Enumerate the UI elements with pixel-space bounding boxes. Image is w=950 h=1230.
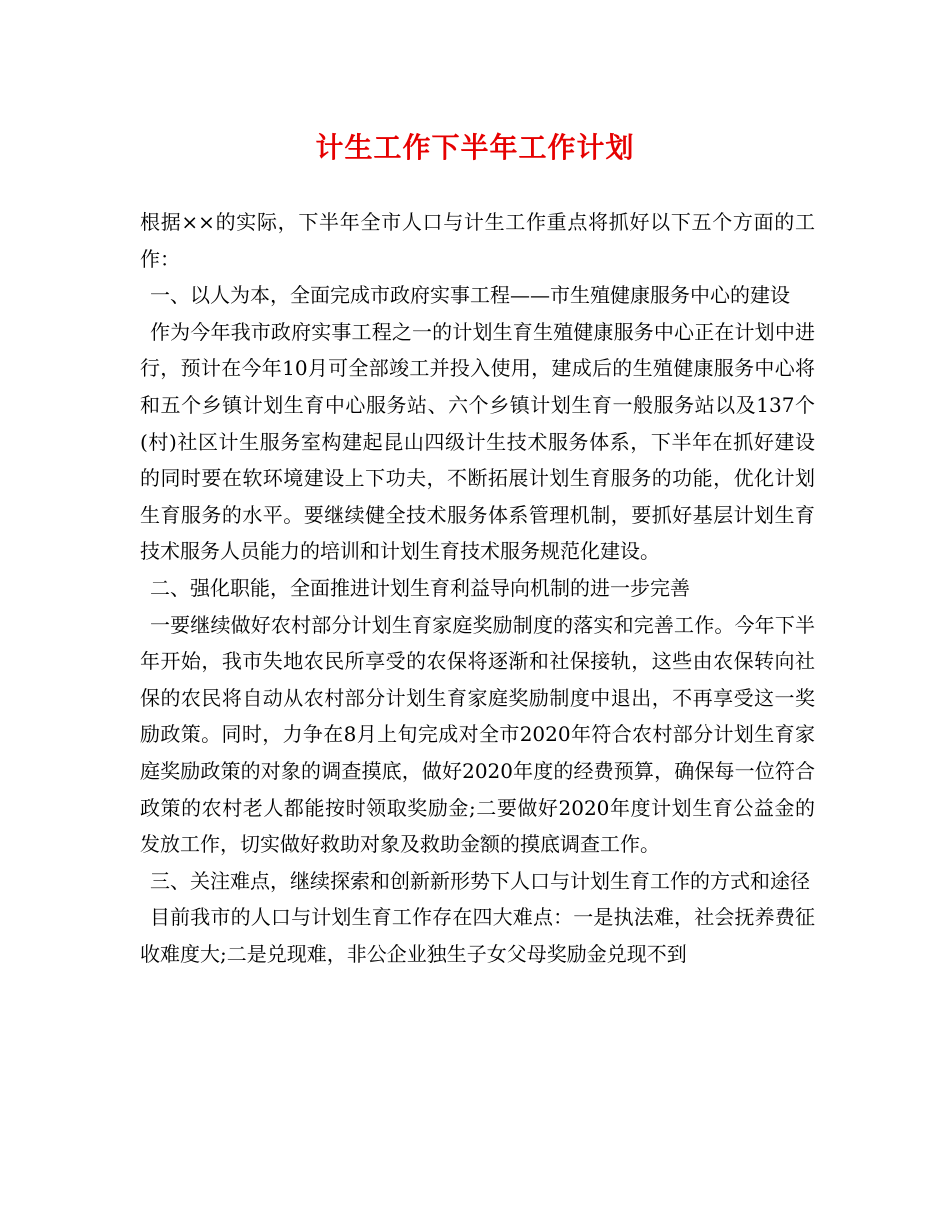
document-body bbox=[140, 204, 815, 972]
section-heading-2: 二、强化职能，全面推进计划生育利益导向机制的进一步完善 bbox=[150, 575, 690, 600]
intro-paragraph: 根据××的实际，下半年全市人口与计生工作重点将抓好以下五个方面的工作： bbox=[140, 210, 815, 271]
section-paragraph-1: 作为今年我市政府实事工程之一的计划生育生殖健康服务中心正在计划中进行，预计在今年10月可全部竣工并投入使用，建成后的生殖健康服务中心将和五个乡镇计划生育中心服务站、六个乡镇计划生育一般服务站以及137个(村)社区计生服务室构建起昆山四级计生技术服务体系，下半年在抓好建设的同时要在软环境建设上下功夫，不断拓展计划生育服务的功能，优化计划生育服务的水平。要继续健全技术服务体系管理机制，要抓好基层计划生育技术服务人员能力的培训和计划生育技术服务规范化建设。 bbox=[140, 319, 815, 564]
section-paragraph-3: 目前我市的人口与计划生育工作存在四大难点：一是执法难，社会抚养费征收难度大;二是兑现难，非公企业独生子女父母奖励金兑现不到 bbox=[140, 905, 815, 966]
section-heading-1: 一、以人为本，全面完成市政府实事工程——市生殖健康服务中心的建设 bbox=[150, 283, 790, 308]
document-title: 计生工作下半年工作计划 bbox=[315, 131, 635, 164]
section-paragraph-2: 一要继续做好农村部分计划生育家庭奖励制度的落实和完善工作。今年下半年开始，我市失地农民所享受的农保将逐渐和社保接轨，这些由农保转向社保的农民将自动从农村部分计划生育家庭奖励制度中退出，不再享受这一奖励政策。同时，力争在8月上旬完成对全市2020年符合农村部分计划生育家庭奖励政策的对象的调查摸底，做好2020年度的经费预算，确保每一位符合政策的农村老人都能按时领取奖励金;二要做好2020年度计划生育公益金的发放工作，切实做好救助对象及救助金额的摸底调查工作。 bbox=[140, 612, 815, 857]
section-heading-3: 三、关注难点，继续探索和创新新形势下人口与计划生育工作的方式和途径 bbox=[150, 868, 810, 893]
